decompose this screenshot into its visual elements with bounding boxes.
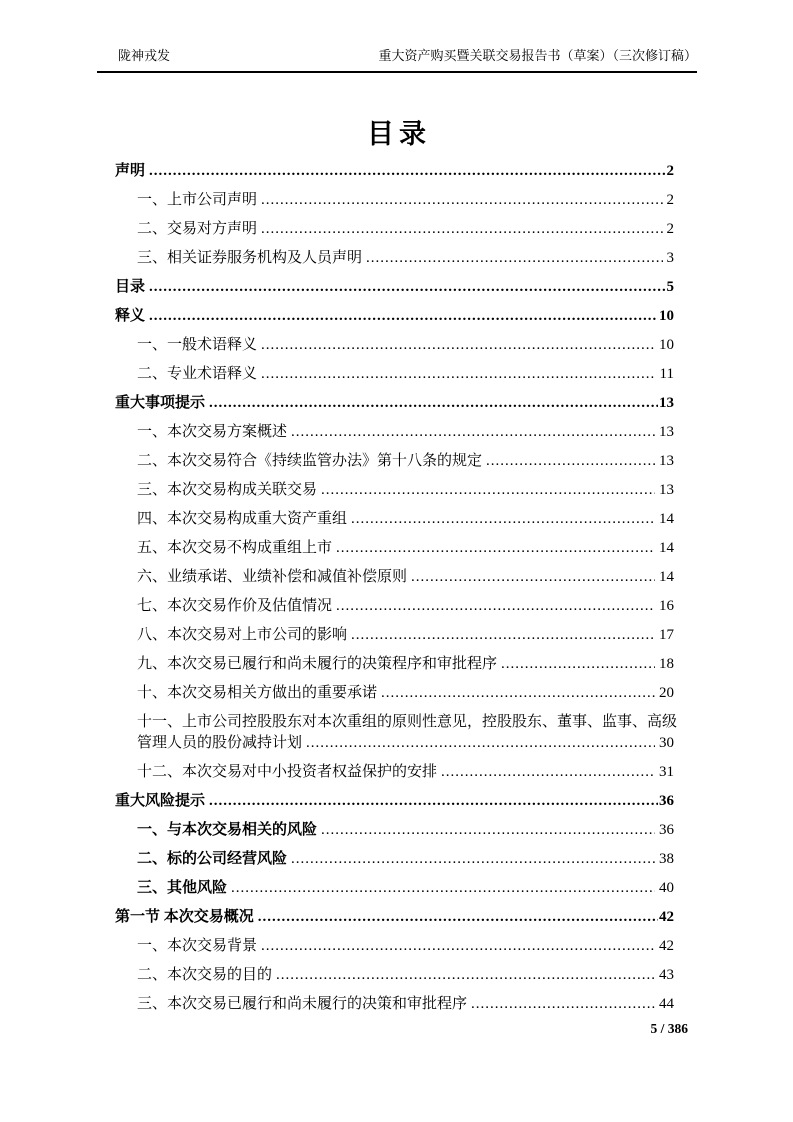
toc-page-number: 14 (659, 511, 674, 527)
toc-leader-dots (411, 567, 655, 588)
toc-entry[interactable] (115, 965, 674, 986)
toc-page-number: 36 (659, 793, 674, 809)
toc-leader-dots (321, 480, 655, 501)
toc-leader-dots (336, 538, 655, 559)
toc-entry[interactable] (115, 567, 674, 588)
toc-leader-dots (381, 683, 655, 704)
toc-leader-dots (149, 306, 658, 327)
toc-leader-dots (209, 393, 658, 414)
toc-entry-label: 七、本次交易作价及估值情况 (137, 598, 333, 614)
toc-leader-dots (321, 820, 655, 841)
toc-entry[interactable] (115, 994, 674, 1015)
toc-entry-label: 目录 (115, 279, 146, 295)
toc-page-number: 40 (659, 880, 674, 896)
toc-entry[interactable] (115, 509, 674, 530)
toc-list (115, 161, 678, 1023)
toc-entry[interactable] (115, 480, 674, 501)
page-number-indicator: 5 / 386 (650, 1021, 688, 1036)
toc-leader-dots (261, 219, 662, 240)
toc-entry[interactable] (115, 625, 674, 646)
toc-leader-dots (258, 907, 658, 928)
toc-page-number: 10 (659, 308, 674, 324)
toc-leader-dots (351, 625, 655, 646)
toc-page-number: 18 (659, 656, 674, 672)
toc-entry-label: 二、交易对方声明 (137, 221, 258, 237)
toc-entry[interactable] (115, 306, 674, 327)
toc-page-number: 2 (666, 192, 674, 208)
toc-entry[interactable] (115, 596, 674, 617)
toc-entry-label: 四、本次交易构成重大资产重组 (137, 511, 348, 527)
toc-entry[interactable] (115, 393, 674, 414)
toc-entry[interactable] (115, 190, 674, 211)
toc-page-number: 2 (666, 163, 674, 179)
toc-page-number: 44 (659, 996, 674, 1012)
toc-leader-dots (486, 451, 655, 472)
toc-entry-label: 释义 (115, 308, 146, 324)
toc-leader-dots (231, 878, 655, 899)
toc-entry[interactable] (115, 248, 674, 269)
toc-page-number: 14 (659, 569, 674, 585)
toc-page-number: 13 (659, 395, 674, 411)
toc-page-number: 10 (659, 337, 674, 353)
toc-leader-dots (351, 509, 655, 530)
toc-page-number: 13 (659, 482, 674, 498)
toc-entry[interactable] (115, 277, 674, 298)
toc-leader-dots (209, 791, 658, 812)
toc-page-number: 42 (659, 909, 674, 925)
toc-entry[interactable] (115, 219, 674, 240)
toc-entry[interactable] (115, 654, 674, 675)
toc-entry[interactable] (115, 364, 674, 385)
toc-entry-label: 一、一般术语释义 (137, 337, 258, 353)
toc-page-number: 5 (666, 279, 674, 295)
toc-leader-dots (441, 762, 655, 783)
toc-entry[interactable] (115, 878, 674, 899)
toc-page-number: 31 (659, 764, 674, 780)
toc-entry-label: 三、相关证券服务机构及人员声明 (137, 250, 363, 266)
toc-leader-dots (261, 190, 662, 211)
toc-page-number: 36 (659, 822, 674, 838)
toc-entry-label: 一、上市公司声明 (137, 192, 258, 208)
toc-entry-label: 二、本次交易符合《持续监管办法》第十八条的规定 (137, 453, 483, 469)
toc-entry-label: 一、本次交易方案概述 (137, 424, 288, 440)
toc-entry-label: 一、本次交易背景 (137, 938, 258, 954)
toc-entry[interactable] (115, 712, 678, 733)
toc-leader-dots (149, 277, 665, 298)
toc-entry[interactable] (115, 791, 674, 812)
toc-entry-label: 十二、本次交易对中小投资者权益保护的安排 (137, 764, 438, 780)
toc-entry-label: 九、本次交易已履行和尚未履行的决策程序和审批程序 (137, 656, 498, 672)
toc-leader-dots (471, 994, 655, 1015)
page-header (97, 46, 697, 73)
toc-page-number: 2 (666, 221, 674, 237)
toc-page-number: 20 (659, 685, 674, 701)
header-left-text: 陇神戎发 (118, 48, 171, 63)
toc-page-number: 16 (659, 598, 674, 614)
toc-entry-label: 五、本次交易不构成重组上市 (137, 540, 333, 556)
toc-page-number: 11 (659, 366, 674, 382)
toc-page-number: 3 (666, 250, 674, 266)
toc-entry[interactable] (115, 451, 674, 472)
toc-entry-label: 三、本次交易已履行和尚未履行的决策和审批程序 (137, 996, 468, 1012)
toc-entry-label: 十、本次交易相关方做出的重要承诺 (137, 685, 378, 701)
toc-entry[interactable] (115, 335, 674, 356)
toc-entry-label: 声明 (115, 163, 146, 179)
toc-entry-label: 二、标的公司经营风险 (137, 851, 288, 867)
toc-leader-dots (366, 248, 662, 269)
toc-entry[interactable] (115, 161, 674, 182)
toc-leader-dots (291, 849, 655, 870)
toc-entry-label: 第一节 本次交易概况 (115, 909, 254, 925)
toc-leader-dots (261, 936, 655, 957)
toc-entry-label: 六、业绩承诺、业绩补偿和减值补偿原则 (137, 569, 408, 585)
toc-page-number: 17 (659, 627, 674, 643)
toc-entry-label: 二、专业术语释义 (137, 366, 258, 382)
toc-leader-dots (306, 733, 655, 754)
toc-entry[interactable] (115, 538, 674, 559)
toc-entry[interactable] (115, 936, 674, 957)
toc-leader-dots (149, 161, 665, 182)
toc-entry[interactable] (115, 762, 674, 783)
toc-entry-label: 管理人员的股份减持计划 (137, 735, 303, 751)
toc-entry[interactable] (115, 820, 674, 841)
toc-leader-dots (261, 335, 655, 356)
toc-entry-label: 二、本次交易的目的 (137, 967, 273, 983)
toc-page-number: 30 (659, 735, 674, 751)
toc-entry[interactable] (115, 683, 674, 704)
toc-entry-label: 重大风险提示 (115, 793, 206, 809)
toc-entry-label: 重大事项提示 (115, 395, 206, 411)
toc-leader-dots (276, 965, 655, 986)
toc-page-number: 42 (659, 938, 674, 954)
toc-leader-dots (336, 596, 655, 617)
header-right-text: 重大资产购买暨关联交易报告书（草案）（三次修订稿） (378, 48, 697, 63)
toc-entry[interactable] (115, 849, 674, 870)
page-title: 目录 (367, 119, 431, 149)
toc-entry-label: 一、与本次交易相关的风险 (137, 822, 318, 838)
toc-leader-dots (501, 654, 655, 675)
toc-entry-label: 十一、上市公司控股股东对本次重组的原则性意见，控股股东、董事、监事、高级 (137, 714, 678, 730)
toc-entry-label: 三、本次交易构成关联交易 (137, 482, 318, 498)
toc-entry[interactable] (115, 422, 674, 443)
toc-entry[interactable] (115, 733, 674, 754)
toc-entry[interactable] (115, 907, 674, 928)
toc-page-number: 38 (659, 851, 674, 867)
toc-entry-label: 八、本次交易对上市公司的影响 (137, 627, 348, 643)
toc-page-number: 13 (659, 453, 674, 469)
toc-page-number: 14 (659, 540, 674, 556)
toc-entry-label: 三、其他风险 (137, 880, 228, 896)
toc-page-number: 43 (659, 967, 674, 983)
toc-leader-dots (291, 422, 655, 443)
toc-leader-dots (261, 364, 656, 385)
toc-page-number: 13 (659, 424, 674, 440)
